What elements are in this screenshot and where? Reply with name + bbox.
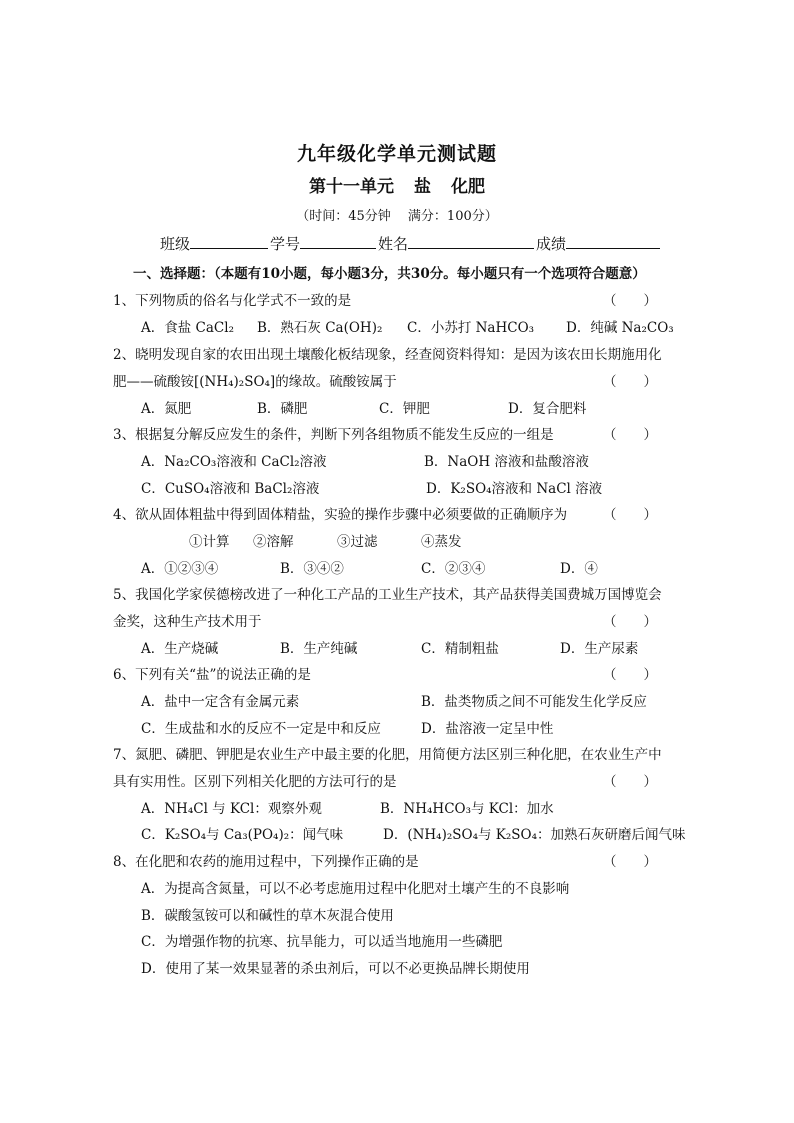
q8-option-b: B．碳酸氢铵可以和碱性的草木灰混合使用	[141, 908, 394, 924]
q4-step-3: ③过滤	[337, 534, 378, 550]
q2-option-d: D．复合肥料	[508, 401, 587, 417]
answer-paren-2[interactable]: （ ）	[603, 374, 657, 390]
question-5-stem-line-1: 5、我国化学家侯德榜改进了一种化工产品的工业生产技术，其产品获得美国费城万国博览会	[113, 587, 662, 603]
q1-option-d: D．纯碱 Na₂CO₃	[566, 320, 674, 336]
q1-option-a: A．食盐 CaCl₂	[141, 320, 234, 336]
question-7-stem-line-1: 7、氮肥、磷肥、钾肥是农业生产中最主要的化肥，用简便方法区别三种化肥，在农业生产中	[113, 747, 662, 763]
q3-option-a: A．Na₂CO₃溶液和 CaCl₂溶液	[141, 454, 327, 470]
q7-option-b: B．NH₄HCO₃与 KCl：加水	[380, 801, 554, 817]
answer-paren-3[interactable]: （ ）	[603, 427, 657, 443]
name-blank[interactable]	[408, 234, 534, 249]
q8-option-d: D．使用了某一效果显著的杀虫剂后，可以不必更换品牌长期使用	[141, 961, 530, 977]
answer-paren-7[interactable]: （ ）	[603, 774, 657, 790]
info-fields	[160, 233, 662, 254]
answer-paren-4[interactable]: （ ）	[603, 507, 657, 523]
q4-option-b: B．③④②	[280, 561, 344, 577]
question-4-stem: 4、欲从固体粗盐中得到固体精盐，实验的操作步骤中必须要做的正确顺序为	[113, 507, 568, 523]
topic-salt: 盐	[414, 177, 431, 197]
answer-paren-8[interactable]: （ ）	[603, 854, 657, 870]
q5-option-b: B．生产纯碱	[280, 641, 358, 657]
score-label: 成绩	[536, 235, 567, 253]
q7-option-c: C．K₂SO₄与 Ca₃(PO₄)₂：闻气味	[141, 827, 344, 843]
q4-step-4: ④蒸发	[421, 534, 462, 550]
q3-option-c: C．CuSO₄溶液和 BaCl₂溶液	[141, 481, 320, 497]
question-2-stem-line-1: 2、晓明发现自家的农田出现土壤酸化板结现象，经查阅资料得知：是因为该农田长期施用化	[113, 347, 662, 363]
score-blank[interactable]	[566, 234, 660, 249]
time-info: （时间：45分钟 满分：100分）	[296, 209, 498, 224]
q6-option-b: B．盐类物质之间不可能发生化学反应	[421, 694, 647, 710]
q5-option-d: D．生产尿素	[560, 641, 639, 657]
question-1-stem: 1、下列物质的俗名与化学式不一致的是	[113, 293, 352, 309]
q5-option-a: A．生产烧碱	[141, 641, 219, 657]
q6-option-a: A．盐中一定含有金属元素	[141, 694, 300, 710]
q2-option-b: B．磷肥	[257, 401, 308, 417]
q1-option-b: B．熟石灰 Ca(OH)₂	[257, 320, 383, 336]
name-label: 姓名	[378, 235, 409, 253]
question-6-stem: 6、下列有关“盐”的说法正确的是	[113, 667, 311, 683]
question-8-stem: 8、在化肥和农药的施用过程中，下列操作正确的是	[113, 854, 419, 870]
q4-option-d: D．④	[560, 561, 598, 577]
q2-option-c: C．钾肥	[379, 401, 430, 417]
answer-paren-1[interactable]: （ ）	[603, 293, 657, 309]
question-2-stem-line-2: 肥——硫酸铵[(NH₄)₂SO₄]的缘故。硫酸铵属于	[113, 374, 397, 390]
answer-paren-5[interactable]: （ ）	[603, 614, 657, 630]
q4-step-2: ②溶解	[253, 534, 294, 550]
question-3-stem: 3、根据复分解反应发生的条件，判断下列各组物质不能发生反应的一组是	[113, 427, 554, 443]
topic-fertilizer: 化肥	[451, 177, 485, 197]
answer-paren-6[interactable]: （ ）	[603, 667, 657, 683]
q2-option-a: A．氮肥	[141, 401, 192, 417]
q7-option-d: D．(NH₄)₂SO₄与 K₂SO₄：加熟石灰研磨后闻气味	[383, 827, 686, 843]
q8-option-a: A．为提高含氮量，可以不必考虑施用过程中化肥对土壤产生的不良影响	[141, 881, 570, 897]
q8-option-c: C．为增强作物的抗寒、抗旱能力，可以适当地施用一些磷肥	[141, 934, 503, 950]
question-7-stem-line-2: 具有实用性。区别下列相关化肥的方法可行的是	[113, 774, 397, 790]
question-5-stem-line-2: 金奖，这种生产技术用于	[113, 614, 262, 630]
id-blank[interactable]	[300, 234, 376, 249]
q1-option-c: C．小苏打 NaHCO₃	[407, 320, 535, 336]
section-heading: 一、选择题：（本题有10小题，每小题3分，共30分。每小题只有一个选项符合题意）	[133, 266, 646, 282]
q6-option-c: C．生成盐和水的反应不一定是中和反应	[141, 721, 381, 737]
q6-option-d: D．盐溶液一定呈中性	[421, 721, 554, 737]
exam-subtitle	[0, 172, 794, 197]
q3-option-d: D．K₂SO₄溶液和 NaCl 溶液	[426, 481, 603, 497]
q5-option-c: C．精制粗盐	[421, 641, 499, 657]
q4-step-1: ①计算	[189, 534, 230, 550]
q4-option-c: C．②③④	[421, 561, 486, 577]
class-blank[interactable]	[190, 234, 268, 249]
q4-option-a: A．①②③④	[141, 561, 219, 577]
id-label: 学号	[270, 235, 301, 253]
q7-option-a: A．NH₄Cl 与 KCl：观察外观	[141, 801, 322, 817]
exam-title: 九年级化学单元测试题	[296, 143, 497, 165]
class-label: 班级	[160, 235, 191, 253]
unit-label: 第十一单元	[309, 177, 394, 197]
q3-option-b: B．NaOH 溶液和盐酸溶液	[424, 454, 589, 470]
